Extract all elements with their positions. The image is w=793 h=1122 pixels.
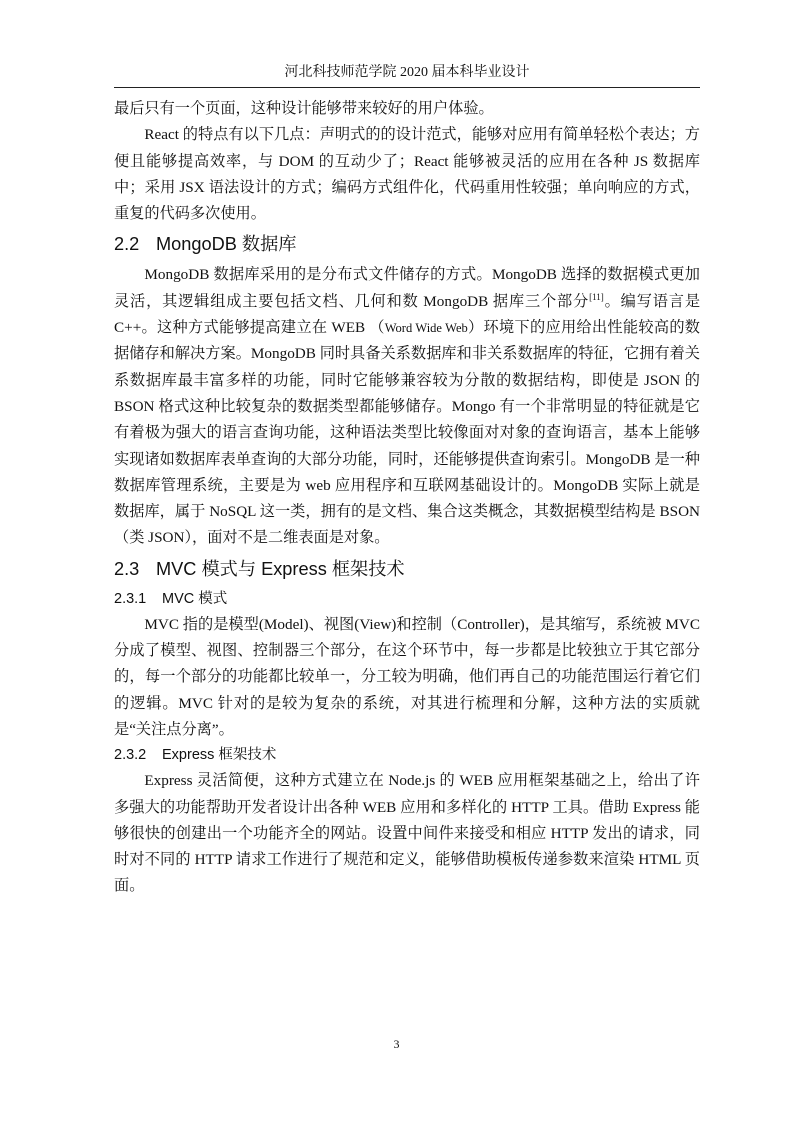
citation-marker: [11]: [589, 291, 604, 302]
paragraph-mongodb: [114, 262, 700, 551]
subsection-number: 2.3.2: [114, 747, 147, 764]
paragraph-mongodb-web-term: Word Wide Web: [384, 321, 468, 336]
subsection-number: 2.3.1: [114, 590, 147, 607]
subsection-heading-2-3-2: [114, 743, 700, 768]
page-header: 河北科技师范学院 2020 届本科毕业设计: [284, 65, 530, 80]
paragraph-express: Express 灵活简便，这种方式建立在 Node.js 的 WEB 应用框架基础之上，给出了许多强大的功能帮助开发者设计出各种 WEB 应用和多样化的 HTTP 工具。借助 Express 能够很快的创建出一个功能齐全的网站。设置中间件来接受和相应 HTTP 发出的请求，同时对不同的 HTTP 请求工作进行了规范和定义，能够借助模板传递参数来渲染 HTML 页面。: [114, 772, 700, 895]
section-title: MongoDB 数据库: [156, 234, 297, 255]
paragraph-mvc: MVC 指的是模型(Model)、视图(View)和控制（Controller)，是其缩写，系统被 MVC 分成了模型、视图、控制器三个部分，在这个环节中，每一步都是比较独立于其它部分的，每一个部分的功能都比较单一，分工较为明确，他们再自己的功能范围运行着它们的逻辑。MVC 针对的是较为复杂的系统，对其进行梳理和分解，这种方法的实质就是“关注点分离”。: [114, 615, 700, 738]
section-heading-2-3: [114, 554, 700, 584]
paragraph-react-features: React 的特点有以下几点：声明式的的设计范式，能够对应用有简单轻松个表达；方便且能够提高效率，与 DOM 的互动少了；React 能够被灵活的应用在各种 JS 数据库中；采用 JSX 语法设计的方式；编码方式组件化，代码重用性较强；单向响应的方式，重复的代码多次使用。: [114, 126, 700, 223]
paragraph-mongodb-text-3: ）环境下的应用给出性能较高的数据储存和解决方案。MongoDB 同时具备关系数据库和非关系数据库的特征，它拥有着关系数据库最丰富多样的功能，同时它能够兼容较为分散的数据结构，即使是 JSON 的 BSON 格式这种比较复杂的数据类型都能够储存。Mongo 有一个非常明显的特征就是它有着极为强大的语言查询功能，这种语法类型比较像面对对象的查询语言，基本上能够实现诸如数据库表单查询的大部分功能，同时，还能够提供查询索引。MongoDB 是一种数据库管理系统，主要是为 web 应用程序和互联网基础设计的。MongoDB 实际上就是数据库，属于 NoSQL 这一类，拥有的是文档、集合这类概念，其数据模型结构是 BSON（类 JSON），面对不是二维表面是对象。: [114, 319, 700, 547]
page-number: 3: [393, 1037, 400, 1051]
paragraph-mongodb-text-2: 。编写语言是 C++。这种方式能够提高建立在 WEB （: [114, 292, 701, 337]
section-number: 2.2: [114, 234, 140, 255]
paragraph-mongodb-text-1: MongoDB 数据库采用的是分布式文件储存的方式。MongoDB 选择的数据模式更加灵活，其逻辑组成主要包括文档、几何和数 MongoDB 据库三个部分: [114, 266, 700, 310]
paragraph-ui-experience: 最后只有一个页面，这种设计能够带来较好的用户体验。: [114, 100, 494, 117]
page-body: [114, 96, 700, 900]
subsection-title: Express 框架技术: [162, 747, 277, 764]
subsection-title: MVC 模式: [162, 590, 228, 607]
section-number: 2.3: [114, 558, 140, 579]
section-title: MVC 模式与 Express 框架技术: [156, 558, 405, 579]
header-rule: [114, 87, 700, 88]
subsection-heading-2-3-1: [114, 587, 700, 612]
section-heading-2-2: [114, 229, 700, 259]
